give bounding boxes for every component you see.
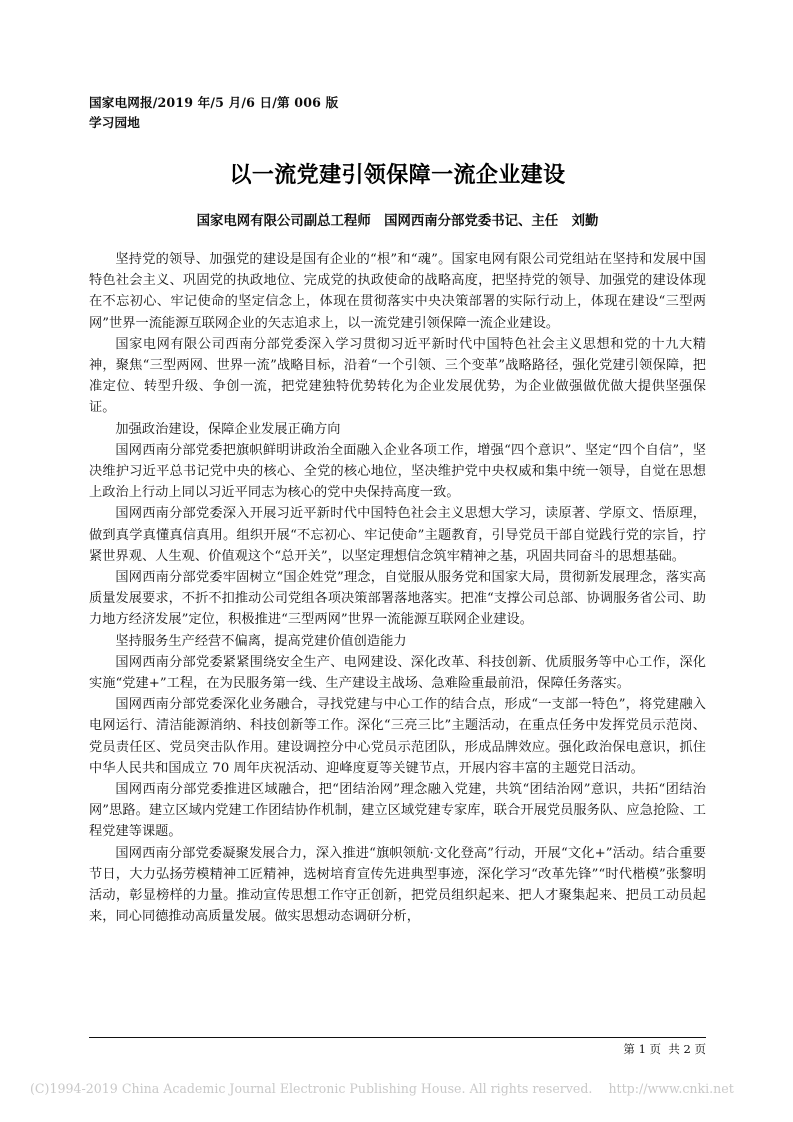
article-content [89, 93, 706, 928]
body-paragraph: 坚持党的领导、加强党的建设是国有企业的“根”和“魂”。国家电网有限公司党组站在坚持和发展中国特色社会主义、巩固党的执政地位、完成党的执政使命的战略高度，把坚持党的领导、加强党的建设体现在不忘初心、牢记使命的坚定信念上，体现在贯彻落实中央决策部署的实际行动上，体现在建设“三型两网”世界一流能源互联网企业的矢志追求上，以一流党建引领保障一流企业建设。 [89, 252, 706, 331]
article-title: 以一流党建引领保障一流企业建设 [229, 162, 566, 188]
footer-divider [89, 1037, 706, 1038]
body-paragraph: 加强政治建设，保障企业发展正确方向 [115, 421, 341, 437]
body-paragraph: 国网西南分部党委凝聚发展合力，深入推进“旗帜领航·文化登高”行动，开展“文化+”活动。结合重要节日，大力弘扬劳模精神工匠精神，选树培育宣传先进典型事迹，深化学习“改革先锋”“时代楷模”张黎明活动，彰显榜样的力量。推动宣传思想工作守正创新，把党员组织起来、把人才聚集起来、把员工动员起来，同心同德推动高质量发展。做实思想动态调研分析， [89, 845, 706, 925]
masthead-source: 国家电网报/2019 年/5 月/6 日/第 006 版 [89, 95, 339, 110]
body-paragraph: 国网西南分部党委推进区域融合，把“团结治网”理念融入党建，共筑“团结治网”意识，共拓“团结治网”思路。建立区域内党建工作团结协作机制，建立区域党建专家库，联合开展党员服务队、应急抢险、工程党建等课题。 [89, 782, 706, 840]
body-paragraph: 坚持服务生产经营不偏离，提高党建价值创造能力 [115, 633, 407, 649]
body-paragraph: 国网西南分部党委深化业务融合，寻找党建与中心工作的结合点，形成“一支部一特色”，将党建融入电网运行、清洁能源消纳、科技创新等工作。深化“三亮三比”主题活动，在重点任务中发挥党员示范岗、党员责任区、党员突击队作用。建设调控分中心党员示范团队，形成品牌效应。强化政治保电意识，抓住中华人民共和国成立 70 周年庆祝活动、迎峰度夏等关键节点，开展内容丰富的主题党日活动。 [89, 697, 706, 776]
masthead [89, 93, 706, 132]
page-indicator: 第 1 页 共 2 页 [623, 1042, 706, 1056]
body-paragraph: 国家电网有限公司西南分部党委深入学习贯彻习近平新时代中国特色社会主义思想和党的十九大精神，聚焦“三型两网、世界一流”战略目标，沿着“一个引领、三个变革”战略路径，强化党建引领保障，把准定位、转型升级、争创一流，把党建独特优势转化为企业发展优势，为企业做强做优做大提供坚强保证。 [89, 336, 706, 416]
masthead-column: 学习园地 [89, 114, 140, 130]
body-paragraph: 国网西南分部党委深入开展习近平新时代中国特色社会主义思想大学习，读原著、学原文、悟原理，做到真学真懂真信真用。组织开展“不忘初心、牢记使命”主题教育，引导党员干部自觉践行党的宗旨，拧紧世界观、人生观、价值观这个“总开关”，以坚定理想信念筑牢精神之基，巩固共同奋斗的思想基础。 [89, 506, 706, 564]
body-paragraph: 国网西南分部党委紧紧围绕安全生产、电网建设、深化改革、科技创新、优质服务等中心工作，深化实施“党建+”工程，在为民服务第一线、生产建设主战场、急难险重最前沿，保障任务落实。 [89, 654, 706, 692]
body-paragraph: 国网西南分部党委牢固树立“国企姓党”理念，自觉服从服务党和国家大局，贯彻新发展理念，落实高质量发展要求，不折不扣推动公司党组各项决策部署落地落实。把准“支撑公司总部、协调服务省公司、助力地方经济发展”定位，积极推进“三型两网”世界一流能源互联网企业建设。 [89, 570, 706, 628]
article-byline: 国家电网有限公司副总工程师 国网西南分部党委书记、主任 刘勤 [196, 213, 599, 229]
copyright-notice: (C)1994-2019 China Academic Journal Electronic Publishing House. All rights reserved. http://www.cnki.net [30, 1081, 734, 1096]
article-body [89, 249, 706, 928]
body-paragraph: 国网西南分部党委把旗帜鲜明讲政治全面融入企业各项工作，增强“四个意识”、坚定“四个自信”，坚决维护习近平总书记党中央的核心、全党的核心地位，坚决维护党中央权威和集中统一领导，自觉在思想上政治上行动上同以习近平同志为核心的党中央保持高度一致。 [89, 442, 706, 501]
